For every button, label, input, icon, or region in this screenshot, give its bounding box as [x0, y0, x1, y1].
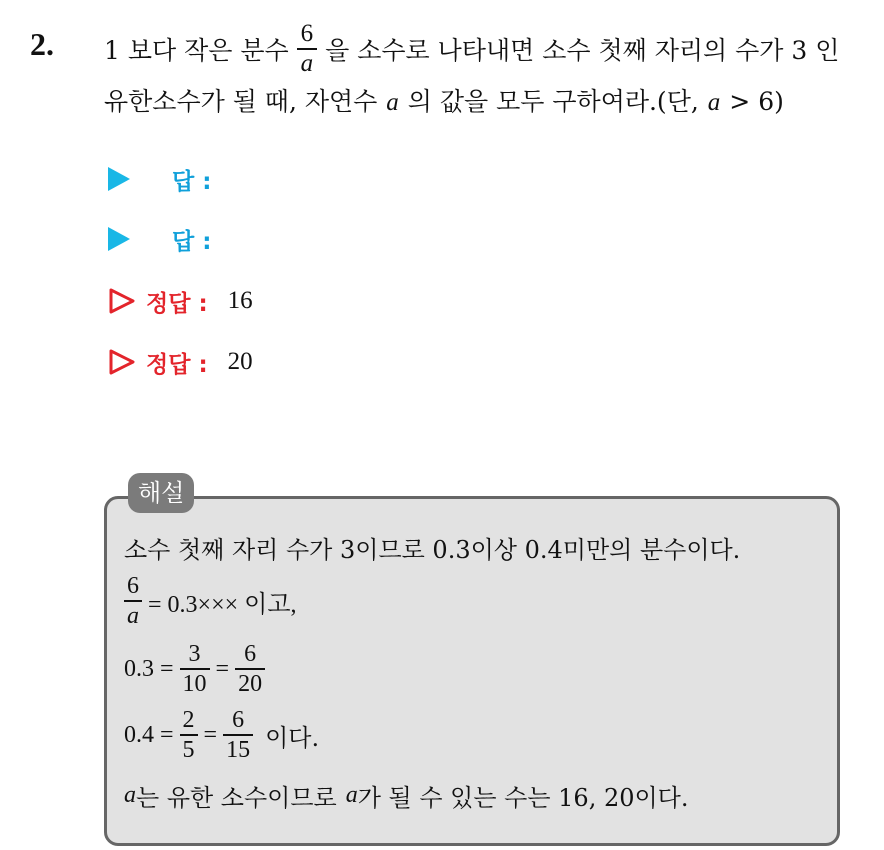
play-icon [108, 227, 130, 251]
solution-text: 가 될 수 있는 수는 16, 20이다. [357, 784, 689, 812]
question-text: 을 소수로 나타내면 소수 첫째 자리의 수가 3 인 [325, 36, 840, 65]
fraction [180, 640, 210, 698]
correct-answer-value: 16 [227, 287, 253, 314]
fraction-numerator: 6 [127, 573, 139, 599]
answer-label: 답 : [172, 168, 212, 195]
fraction-denominator: 15 [226, 737, 251, 763]
answer-row[interactable] [108, 219, 211, 259]
solution-text: 이다. [265, 723, 320, 752]
fraction-denominator: 10 [182, 671, 207, 697]
variable: a [386, 89, 399, 116]
solution-text: 0.3 = [124, 655, 174, 682]
solution-text: 0.4 = [124, 721, 174, 748]
fraction-numerator: 3 [188, 641, 201, 667]
outline-triangle-icon [108, 287, 136, 315]
question-number: 2. [30, 26, 54, 62]
solution-line-5 [124, 778, 689, 813]
fraction [297, 20, 318, 78]
solution-line-4 [124, 706, 319, 764]
fraction [124, 572, 142, 630]
play-icon [108, 167, 130, 191]
correct-answer-label: 정답 : [146, 290, 208, 317]
solution-line-1 [124, 530, 740, 565]
question-text: 1 보다 작은 분수 [104, 36, 289, 65]
fraction-numerator: 6 [244, 641, 257, 667]
fraction [223, 706, 253, 764]
fraction-denominator: a [300, 50, 314, 77]
question-line-1 [104, 14, 839, 84]
solution-text: = 0.3××× 이고, [148, 591, 297, 618]
question-text: 의 값을 모두 구하여라.(단, [407, 87, 699, 116]
question-line-2 [104, 82, 784, 123]
correct-answer-label: 정답 : [146, 351, 208, 378]
correct-answer-value: 20 [227, 348, 253, 375]
equals-sign: = [203, 721, 218, 748]
solution-text: 는 유한 소수이므로 [136, 784, 337, 812]
solution-tab: 해설 [128, 473, 194, 513]
fraction-denominator: 5 [182, 737, 195, 763]
question-text: > 6) [729, 87, 784, 116]
fraction [235, 640, 265, 698]
fraction-numerator: 6 [300, 20, 314, 47]
variable: a [345, 782, 358, 808]
outline-triangle-icon [108, 348, 136, 376]
fraction [180, 706, 198, 764]
correct-answer-row [108, 281, 253, 321]
fraction-numerator: 2 [182, 707, 195, 733]
question-text: 유한소수가 될 때, 자연수 [104, 87, 378, 116]
fraction-denominator: a [127, 603, 139, 629]
solution-line-3 [124, 640, 271, 698]
fraction-denominator: 20 [238, 671, 263, 697]
variable: a [707, 89, 721, 116]
answer-label: 답 : [172, 228, 212, 255]
solution-line-2 [124, 572, 297, 630]
answer-row[interactable] [108, 159, 211, 199]
variable: a [124, 782, 136, 808]
equals-sign: = [215, 655, 230, 682]
fraction-numerator: 6 [232, 707, 245, 733]
correct-answer-row [108, 342, 253, 382]
solution-text: 소수 첫째 자리 수가 3이므로 0.3이상 0.4미만의 분수이다. [124, 536, 741, 564]
